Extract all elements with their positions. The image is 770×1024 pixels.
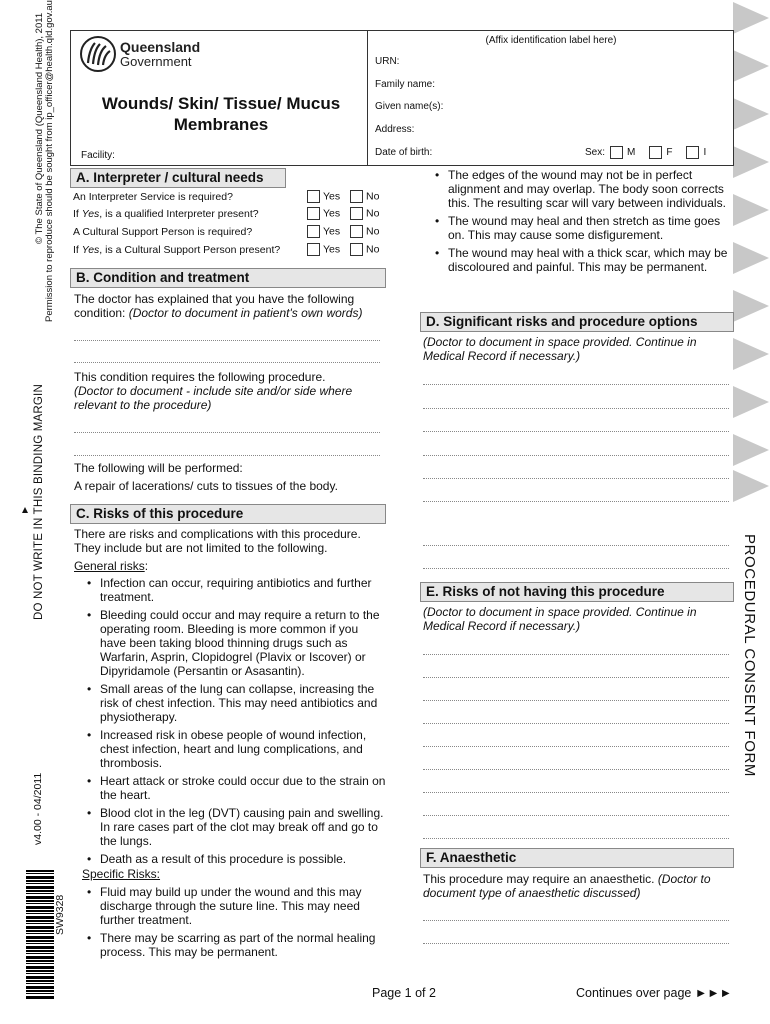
risk-write-line[interactable] xyxy=(423,431,729,432)
patient-header xyxy=(70,30,734,166)
no-checkbox[interactable] xyxy=(350,190,363,203)
no-checkbox[interactable] xyxy=(350,243,363,256)
sex-f-checkbox[interactable] xyxy=(649,146,662,159)
anaesthetic-write-line[interactable] xyxy=(423,943,729,944)
list-item: • Fluid may build up under the wound and this may discharge through the suture line. This may need further treatment. xyxy=(86,885,386,927)
section-f-heading: F. Anaesthetic xyxy=(420,848,734,868)
list-item: • Increased risk in obese people of wound infection, chest infection, heart and lung complications, and thrombosis. xyxy=(86,728,386,770)
form-title xyxy=(81,93,361,135)
section-b-heading: B. Condition and treatment xyxy=(70,268,386,288)
triangle-icon xyxy=(733,2,769,34)
triangle-icon xyxy=(733,386,769,418)
sex-m-label: M xyxy=(627,147,636,158)
procedure-write-line[interactable] xyxy=(74,455,380,456)
not-having-write-line[interactable] xyxy=(423,700,729,701)
yes-checkbox[interactable] xyxy=(307,243,320,256)
yes-label: Yes xyxy=(323,207,341,220)
condition-intro-note: (Doctor to document in patient's own words) xyxy=(128,306,363,320)
continues-over-page: Continues over page ►►► xyxy=(576,986,732,1000)
condition-write-line[interactable] xyxy=(74,362,380,363)
dob-field[interactable]: Date of birth: xyxy=(375,147,433,158)
page-number: Page 1 of 2 xyxy=(372,986,436,1000)
logo-wordmark: Queensland xyxy=(120,39,201,55)
procedure-write-line[interactable] xyxy=(74,432,380,433)
not-having-write-line[interactable] xyxy=(423,792,729,793)
form-code: SW9328 xyxy=(54,894,66,935)
list-item: • Blood clot in the leg (DVT) causing pain and swelling. In rare cases part of the clot may break off and go to the lungs. xyxy=(86,806,386,848)
not-having-write-line[interactable] xyxy=(423,815,729,816)
list-item: • Small areas of the lung can collapse, increasing the risk of chest infection. This may need antibiotics and physiotherapy. xyxy=(86,682,386,724)
general-risks-list xyxy=(86,576,386,870)
anaesthetic-note: (Doctor to document type of anaesthetic discussed) xyxy=(423,872,711,900)
interpreter-required-row xyxy=(73,190,385,206)
section-e-heading: E. Risks of not having this procedure xyxy=(420,582,734,602)
sex-i-label: I xyxy=(703,147,707,158)
condition-intro xyxy=(74,292,390,320)
risks-intro: There are risks and complications with this procedure. They include but are not limited to the following. xyxy=(74,527,361,555)
yes-label: Yes xyxy=(323,190,341,203)
form-type-title: PROCEDURAL CONSENT FORM xyxy=(741,534,758,777)
general-risks-label: General risks: xyxy=(74,559,149,573)
version-label: v4.00 - 04/2011 xyxy=(32,772,44,845)
triangle-icon xyxy=(733,146,769,178)
triangle-icon xyxy=(733,194,769,226)
up-arrow-icon xyxy=(22,507,28,513)
list-item: • The wound may heal with a thick scar, which may be discoloured and painful. This may be permanent. xyxy=(434,246,734,274)
no-label: No xyxy=(366,243,380,256)
sex-i-checkbox[interactable] xyxy=(686,146,699,159)
interpreter-present-row xyxy=(73,207,385,223)
risk-write-line[interactable] xyxy=(423,568,729,569)
no-checkbox[interactable] xyxy=(350,225,363,238)
triangle-icon xyxy=(733,338,769,370)
given-names-field[interactable]: Given name(s): xyxy=(375,101,444,112)
permission-notice: Permission to reproduce should be sought from ip_officer@health.qld.gov.au xyxy=(44,0,55,322)
risk-write-line[interactable] xyxy=(423,384,729,385)
sex-m-checkbox[interactable] xyxy=(610,146,623,159)
specific-risks-continued xyxy=(434,168,734,278)
not-having-write-line[interactable] xyxy=(423,677,729,678)
anaesthetic-write-line[interactable] xyxy=(423,920,729,921)
no-label: No xyxy=(366,190,380,203)
risk-write-line[interactable] xyxy=(423,455,729,456)
specific-risks-label: Specific Risks: xyxy=(82,867,161,881)
section-d-note: (Doctor to document in space provided. Continue in Medical Record if necessary.) xyxy=(423,335,697,363)
list-item: • The wound may heal and then stretch as time goes on. This may cause some disfigurement. xyxy=(434,214,734,242)
performed-text: A repair of lacerations/ cuts to tissues of the body. xyxy=(74,479,338,493)
sex-f-label: F xyxy=(666,147,673,158)
yes-checkbox[interactable] xyxy=(307,207,320,220)
risk-write-line[interactable] xyxy=(423,408,729,409)
performed-label: The following will be performed: xyxy=(74,461,243,475)
procedure-note: (Doctor to document - include site and/or side where relevant to the procedure) xyxy=(74,384,353,412)
no-label: No xyxy=(366,225,380,238)
anaesthetic-statement: This procedure may require an anaesthetic. xyxy=(423,872,655,886)
section-c-heading: C. Risks of this procedure xyxy=(70,504,386,524)
form-title-line: Membranes xyxy=(173,115,269,134)
not-having-write-line[interactable] xyxy=(423,769,729,770)
no-checkbox[interactable] xyxy=(350,207,363,220)
procedure-intro: This condition requires the following procedure. xyxy=(74,370,326,384)
yes-checkbox[interactable] xyxy=(307,225,320,238)
anaesthetic-text xyxy=(423,872,733,900)
risk-write-line[interactable] xyxy=(423,545,729,546)
question-text: An Interpreter Service is required? xyxy=(73,191,233,203)
risk-write-line[interactable] xyxy=(423,501,729,502)
family-name-field[interactable]: Family name: xyxy=(375,79,436,90)
yes-label: Yes xyxy=(323,243,341,256)
section-a-heading: A. Interpreter / cultural needs xyxy=(70,168,286,188)
sex-field xyxy=(585,146,710,159)
no-label: No xyxy=(366,207,380,220)
header-divider xyxy=(367,31,368,165)
section-d-heading: D. Significant risks and procedure options xyxy=(420,312,734,332)
yes-checkbox[interactable] xyxy=(307,190,320,203)
logo-subtitle: Government xyxy=(120,54,192,69)
cultural-support-required-row xyxy=(73,225,385,241)
condition-intro-text: The doctor has explained that you have the following condition: xyxy=(74,292,355,320)
queensland-crest-icon xyxy=(79,35,117,73)
address-field[interactable]: Address: xyxy=(375,124,415,135)
question-text: A Cultural Support Person is required? xyxy=(73,226,253,238)
condition-write-line[interactable] xyxy=(74,340,380,341)
affix-label-note: (Affix identification label here) xyxy=(485,35,617,46)
urn-field[interactable]: URN: xyxy=(375,56,400,67)
triangle-icon xyxy=(733,242,769,274)
form-title-line: Wounds/ Skin/ Tissue/ Mucus xyxy=(101,94,341,113)
list-item: • Bleeding could occur and may require a return to the operating room. Bleeding is more common if you have been taking blood thinning drugs such as Warfarin, Asprin, Clopidogrel (Plavix or Iscover) or Dipyridamole (Persantin or Asasantin). xyxy=(86,608,386,678)
triangle-icon xyxy=(733,434,769,466)
risk-write-line[interactable] xyxy=(423,478,729,479)
not-having-write-line[interactable] xyxy=(423,746,729,747)
list-item: • Death as a result of this procedure is possible. xyxy=(86,852,386,866)
question-text: If Yes, is a qualified Interpreter present? xyxy=(73,208,259,220)
copyright-notice: © The State of Queensland (Queensland Health), 2011 xyxy=(34,12,45,244)
triangle-icon xyxy=(733,470,769,502)
binding-margin-notice: DO NOT WRITE IN THIS BINDING MARGIN xyxy=(33,384,45,620)
yes-label: Yes xyxy=(323,225,341,238)
facility-field[interactable]: Facility: xyxy=(81,150,115,161)
list-item: • Heart attack or stroke could occur due to the strain on the heart. xyxy=(86,774,386,802)
sex-label: Sex: xyxy=(585,147,606,158)
list-item: • The edges of the wound may not be in perfect alignment and may overlap. The body soon corrects this. The resulting scar will vary between individuals. xyxy=(434,168,734,210)
not-having-write-line[interactable] xyxy=(423,654,729,655)
triangle-icon xyxy=(733,98,769,130)
cultural-support-present-row xyxy=(73,243,385,259)
list-item: • There may be scarring as part of the normal healing process. This may be permanent. xyxy=(86,931,386,959)
list-item: • Infection can occur, requiring antibiotics and further treatment. xyxy=(86,576,386,604)
section-e-note: (Doctor to document in space provided. Continue in Medical Record if necessary.) xyxy=(423,605,697,633)
not-having-write-line[interactable] xyxy=(423,723,729,724)
triangle-icon xyxy=(733,290,769,322)
question-text: If Yes, is a Cultural Support Person present? xyxy=(73,244,281,256)
triangle-icon xyxy=(733,50,769,82)
not-having-write-line[interactable] xyxy=(423,838,729,839)
barcode xyxy=(26,870,54,1000)
specific-risks-list xyxy=(86,885,386,963)
